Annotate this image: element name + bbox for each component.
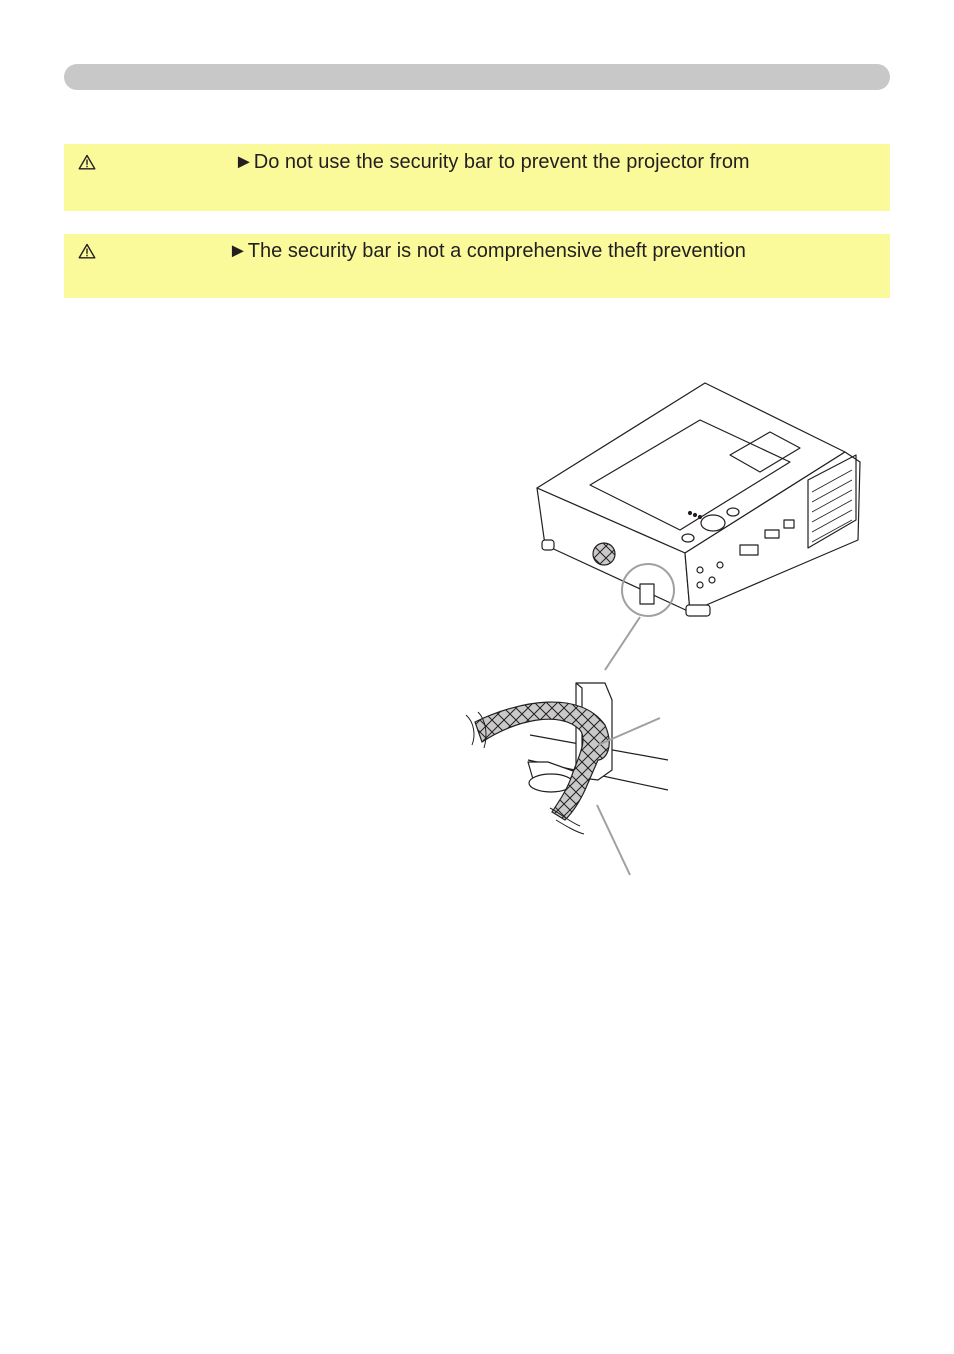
section-header-bar bbox=[64, 64, 890, 90]
warning-notice bbox=[64, 144, 890, 211]
caution-text: ►The security bar is not a comprehensive theft prevention bbox=[228, 240, 746, 262]
security-cable bbox=[475, 702, 609, 820]
warning-text: ►Do not use the security bar to prevent the projector from bbox=[234, 151, 750, 173]
warning-triangle-icon bbox=[78, 243, 96, 259]
caution-notice bbox=[64, 234, 890, 298]
projector-body bbox=[537, 383, 860, 616]
projector-security-bar-illustration bbox=[455, 375, 875, 885]
warning-triangle-icon bbox=[78, 154, 96, 170]
